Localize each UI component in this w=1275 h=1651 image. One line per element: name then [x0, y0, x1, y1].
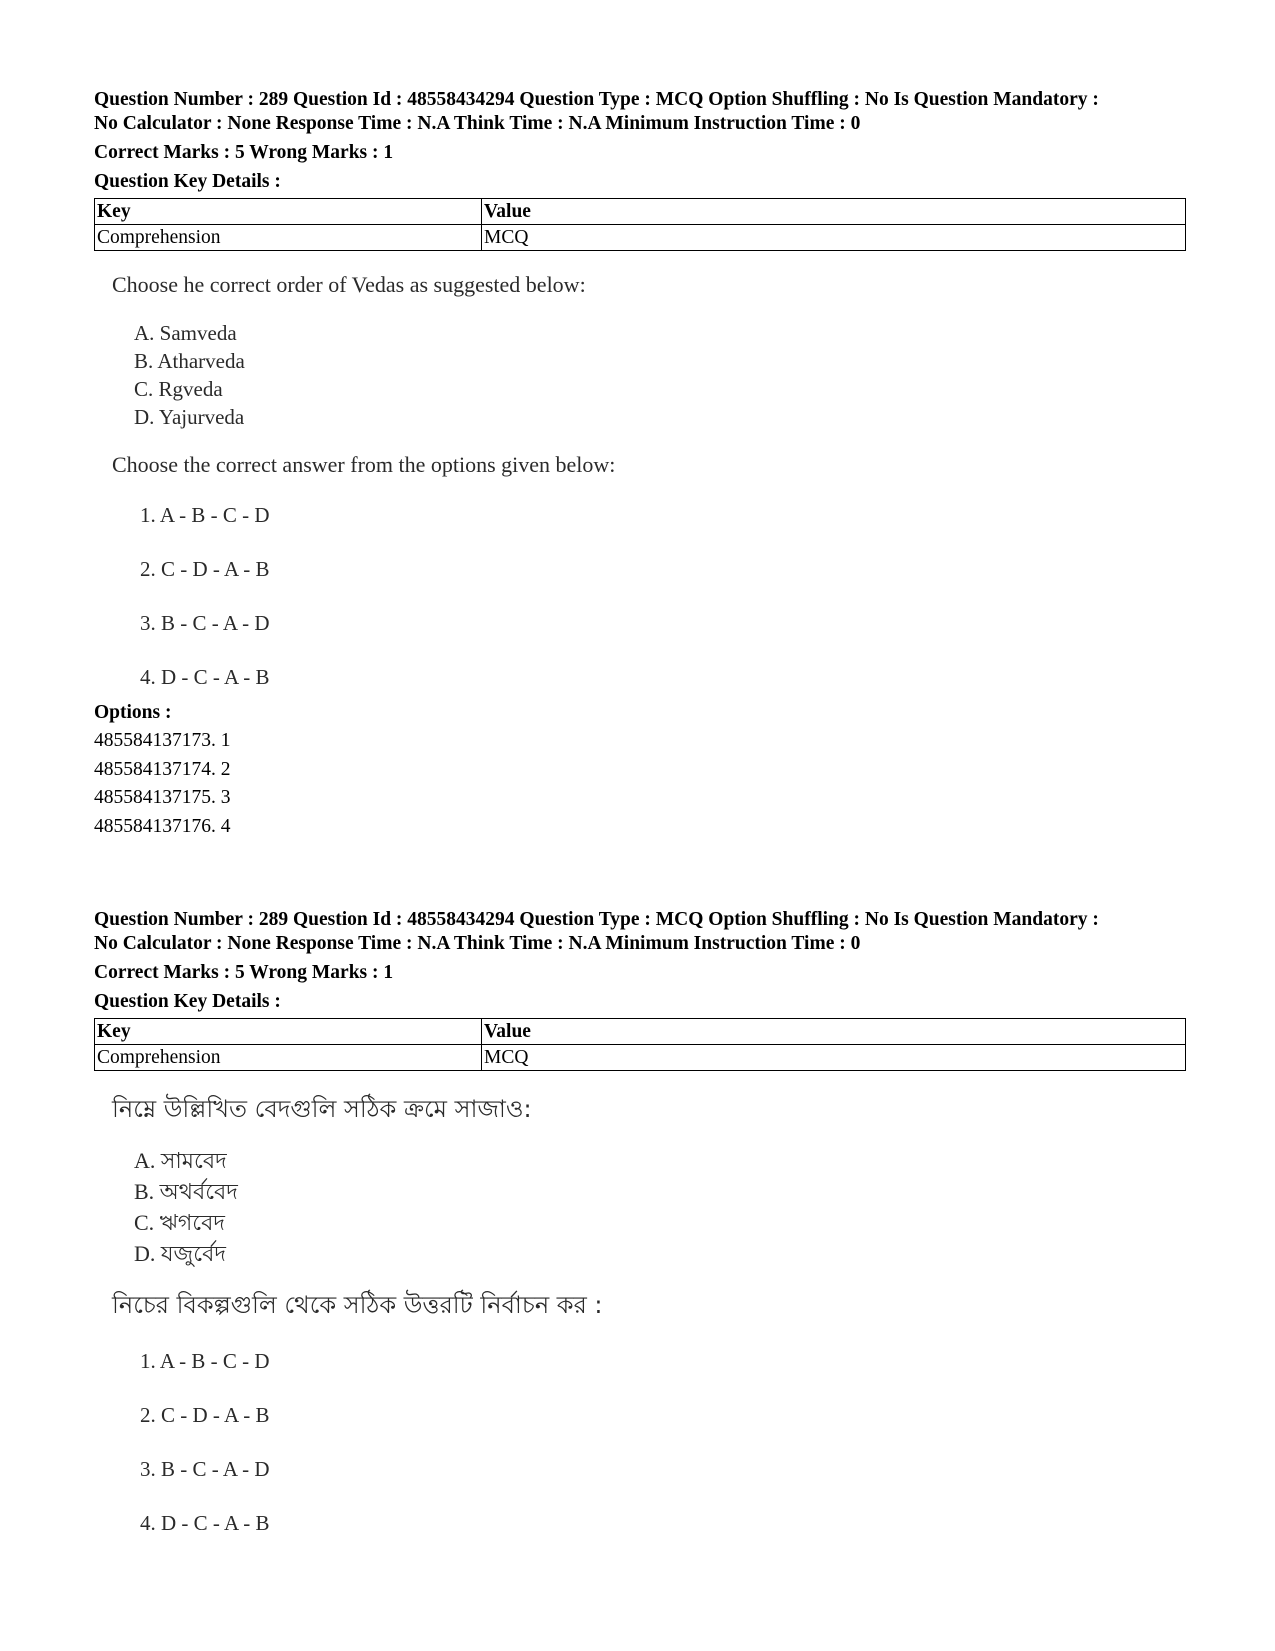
header-key: Key [95, 1019, 482, 1045]
question-block-1 [94, 88, 1186, 841]
answer-choices [140, 1347, 1186, 1539]
list-item: D. Yajurveda [134, 405, 245, 429]
key-details-label: Question Key Details : [94, 171, 281, 192]
cell-value: MCQ [482, 1045, 1186, 1071]
answer-instruction: Choose the correct answer from the options given below: [112, 452, 616, 477]
table-header-row [95, 199, 1186, 225]
answer-choice: 1. A - B - C - D [140, 1349, 270, 1373]
table-header-row [95, 1019, 1186, 1045]
cell-value: MCQ [482, 225, 1186, 251]
question-content [112, 1093, 1186, 1539]
header-value: Value [482, 1019, 1186, 1045]
answer-choice: 1. A - B - C - D [140, 503, 270, 527]
header-value: Value [482, 199, 1186, 225]
option-item: 485584137176. 4 [94, 815, 231, 837]
question-prompt: Choose he correct order of Vedas as suggested below: [112, 272, 586, 297]
list-item: B. Atharveda [134, 349, 245, 373]
answer-choice: 3. B - C - A - D [140, 611, 270, 635]
list-item: C. ঋগবেদ [134, 1210, 225, 1235]
question-block-2 [94, 908, 1186, 1539]
marks-line: Correct Marks : 5 Wrong Marks : 1 [94, 142, 394, 163]
list-item: D. যজুর্বেদ [134, 1241, 226, 1266]
question-prompt: নিম্নে উল্লিখিত বেদগুলি সঠিক ক্রমে সাজাও: [112, 1095, 532, 1123]
answer-instruction: নিচের বিকল্পগুলি থেকে সঠিক উত্তরটি নির্বাচন কর : [112, 1291, 603, 1319]
key-details-table [94, 198, 1186, 251]
option-item: 485584137174. 2 [94, 758, 231, 780]
option-item: 485584137173. 1 [94, 730, 231, 751]
question-meta [94, 88, 1186, 136]
marks-line: Correct Marks : 5 Wrong Marks : 1 [94, 962, 394, 983]
answer-choice: 2. C - D - A - B [140, 1403, 270, 1427]
cell-key: Comprehension [95, 225, 482, 251]
question-meta [94, 908, 1186, 956]
answer-choice: 4. D - C - A - B [140, 1511, 270, 1535]
list-item: B. অথর্ববেদ [134, 1179, 238, 1204]
vedas-list [134, 1145, 1186, 1269]
vedas-list [134, 319, 1186, 431]
options-label: Options : [94, 702, 172, 723]
question-content [112, 271, 1186, 693]
options-list [94, 727, 1186, 841]
cell-key: Comprehension [95, 1045, 482, 1071]
meta-line-2: No Calculator : None Response Time : N.A Think Time : N.A Minimum Instruction Time : 0 [94, 933, 861, 954]
header-key: Key [95, 199, 482, 225]
table-row [95, 225, 1186, 251]
meta-line-1: Question Number : 289 Question Id : 48558434294 Question Type : MCQ Option Shuffling : No Is Question Mandatory : [94, 89, 1099, 110]
answer-choice: 4. D - C - A - B [140, 665, 270, 689]
list-item: C. Rgveda [134, 377, 223, 401]
meta-line-2: No Calculator : None Response Time : N.A Think Time : N.A Minimum Instruction Time : 0 [94, 113, 861, 134]
key-details-table [94, 1018, 1186, 1071]
key-details-label: Question Key Details : [94, 991, 281, 1012]
list-item: A. সামবেদ [134, 1148, 227, 1173]
table-row [95, 1045, 1186, 1071]
answer-choices [140, 501, 1186, 693]
meta-line-1: Question Number : 289 Question Id : 48558434294 Question Type : MCQ Option Shuffling : No Is Question Mandatory : [94, 909, 1099, 930]
option-item: 485584137175. 3 [94, 787, 231, 808]
answer-choice: 2. C - D - A - B [140, 557, 270, 581]
answer-choice: 3. B - C - A - D [140, 1457, 270, 1481]
list-item: A. Samveda [134, 321, 237, 345]
